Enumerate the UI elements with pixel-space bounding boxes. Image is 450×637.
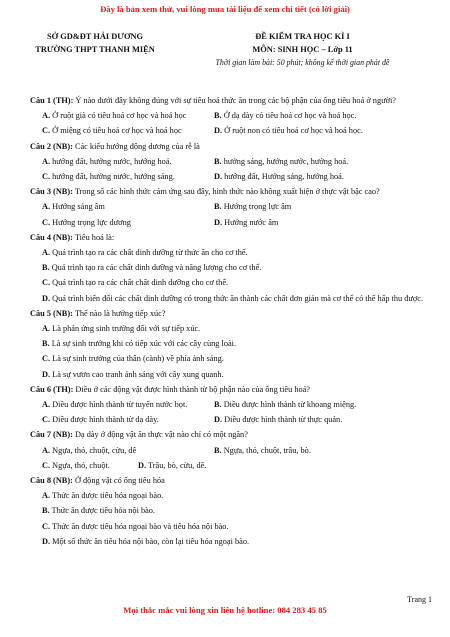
option-row (30, 123, 425, 138)
option-d: D. Trâu, bò, cừu, dê. (138, 460, 207, 470)
option-row (30, 169, 425, 184)
hotline-banner: Mọi thắc mắc vui lòng xin liên hệ hotline: 084 283 45 85 (123, 605, 327, 615)
question (30, 184, 425, 230)
option-b: B. Quá trình tạo ra các chất dinh dưỡng và năng lượng cho cơ thể. (42, 263, 262, 273)
question (30, 306, 425, 382)
question-stem: Câu 7 (NB): Dạ dày ở động vật ăn thực vật nào chỉ có một ngăn? (30, 430, 248, 440)
option-d: D. hướng đất, Hướng sáng, hướng hoá. (214, 172, 344, 182)
option-c: C. Thức ăn được tiêu hóa ngoại bào và tiêu hóa nội bào. (42, 521, 229, 531)
exam-duration: Thời gian làm bài: 50 phút; không kể thời gian phát đề (215, 58, 390, 67)
exam-subject: MÔN: SINH HỌC – Lớp 11 (252, 45, 353, 54)
option-c: C. hướng đất, hướng nước, hướng sáng. (42, 172, 175, 182)
option-b: B. hướng sáng, hướng nước, hướng hoá. (214, 156, 349, 166)
option-b: B. Ngựa, thỏ, chuột, trâu, bò. (214, 445, 311, 455)
question-stem: Câu 5 (NB): Thế nào là hướng tiếp xúc? (30, 308, 166, 318)
option-c: C. Ngựa, thỏ, chuột. (42, 460, 110, 470)
question-stem: Câu 6 (TH): Diều ở các động vật được hình thành từ bộ phận nào của ống tiêu hoá? (30, 384, 310, 394)
option-row (30, 108, 425, 123)
option-a: A. Ngựa, thỏ, chuột, cừu, dê (42, 445, 137, 455)
department-name: SỞ GD&ĐT HẢI DƯƠNG (46, 32, 144, 41)
option-row (30, 215, 425, 230)
page-number: Trang 1 (407, 595, 432, 604)
option-d: D. Ở ruột non có tiêu hoá cơ học và hoá học. (214, 126, 363, 136)
option-a: A. Ở ruột già có tiêu hoá cơ học và hoá học (42, 111, 187, 121)
option-a: A. Diều được hình thành từ tuyến nước bọt. (42, 400, 188, 410)
option-a: A. Quá trình tạo ra các chất dinh dưỡng từ thức ăn cho cơ thể. (42, 248, 248, 258)
option-b: B. Thức ăn được tiêu hóa nội bào. (42, 506, 156, 516)
option-row (30, 443, 425, 458)
option-a: A. Hướng sáng âm (42, 202, 105, 212)
question (30, 427, 425, 473)
school-name: TRƯỜNG THPT THANH MIỆN (35, 45, 155, 54)
option-d: D. Hướng nước âm (214, 217, 279, 227)
question (30, 230, 425, 306)
option-row (30, 154, 425, 169)
school-info (30, 30, 160, 56)
option-a: A. Là phản ứng sinh trưởng đối với sự tiếp xúc. (42, 324, 201, 334)
option-c: C. Ở miệng có tiêu hoá cơ học và hoá học (42, 126, 182, 136)
option-d: D. Một số thức ăn tiêu hóa nội bào, còn lại tiêu hóa ngoại bào. (42, 536, 250, 546)
exam-info (205, 30, 400, 69)
option-c: C. Quá trình tạo ra các chất chất dinh dưỡng cho cơ thể. (42, 278, 229, 288)
option-c: C. Hướng trọng lực dương (42, 217, 131, 227)
question (30, 93, 425, 139)
option-d: D. Diều được hình thành từ thực quản. (214, 415, 343, 425)
question-stem: Câu 8 (NB): Ở động vật có ống tiêu hóa (30, 476, 165, 486)
option-row (30, 412, 425, 427)
option-row (30, 458, 425, 473)
option-row (30, 397, 425, 412)
option-b: B. Diều được hình thành từ khoang miệng. (214, 400, 357, 410)
question-list (30, 93, 425, 549)
exam-header (0, 30, 450, 80)
preview-banner: Đây là bản xem thử, vui lòng mua tài liệu để xem chi tiết (có lời giải) (100, 4, 350, 14)
option-d: D. Quá trình biến đổi các chất dinh dưỡng có trong thức ăn thành các chất đơn giản mà cơ thể có thể hấp thu được. (42, 293, 424, 303)
question-stem: Câu 3 (NB): Trong số các hình thức cảm ứng sau đây, hình thức nào không xuất hiện ở thực vật bậc cao? (30, 187, 380, 197)
question-stem: Câu 1 (TH): Ý nào dưới đây không đúng với sự tiêu hoá thức ăn trong các bộ phận của ống tiêu hoá ở người? (30, 96, 396, 105)
option-row (30, 199, 425, 214)
option-c: C. Diều được hình thành từ dạ dày. (42, 415, 159, 425)
option-b: B. Là sự sinh trưởng khi có tiếp xúc với các cây cùng loài. (42, 339, 237, 349)
question-stem: Câu 2 (NB): Các kiểu hướng động dương của rễ là (30, 141, 200, 151)
option-b: B. Hướng trọng lực âm (214, 202, 292, 212)
option-c: C. Là sự sinh trưởng của thân (cành) về phía ánh sáng. (42, 354, 224, 364)
question (30, 139, 425, 185)
option-a: A. hướng đất, hướng nước, hướng hoá. (42, 156, 172, 166)
question-stem: Câu 4 (NB): Tiêu hoá là: (30, 232, 115, 242)
option-a: A. Thức ăn được tiêu hóa ngoại bào. (42, 491, 164, 501)
question (30, 382, 425, 428)
exam-title: ĐỀ KIỂM TRA HỌC KÌ I (255, 32, 350, 41)
option-d: D. Là sự vươn cao tranh ánh sáng với cây xung quanh. (42, 369, 224, 379)
option-b: B. Ở dạ dày có tiêu hoá cơ học và hoá học. (214, 111, 357, 121)
question (30, 473, 425, 549)
